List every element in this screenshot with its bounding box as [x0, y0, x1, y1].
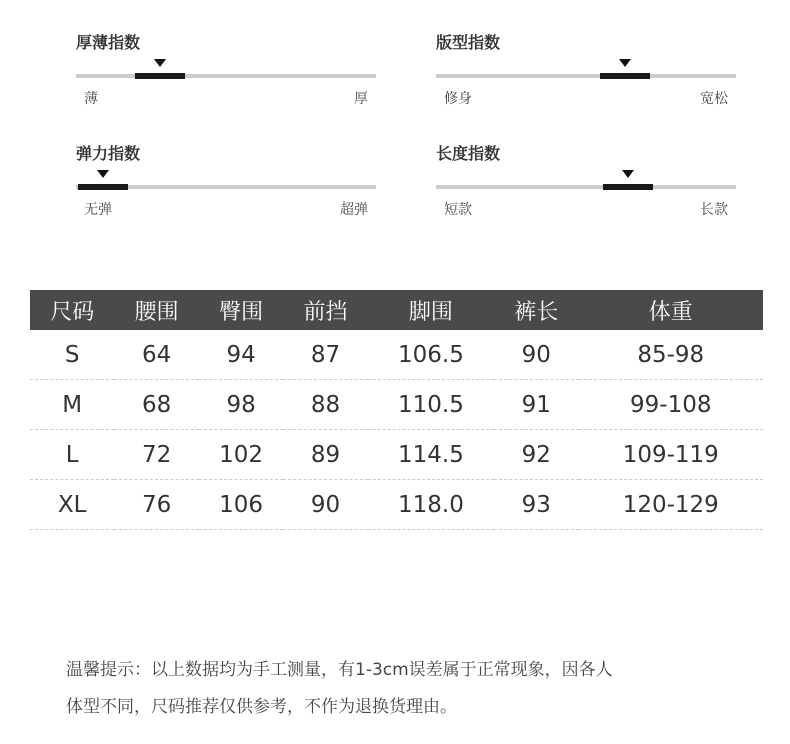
header-length: 裤长 — [494, 290, 578, 330]
table-header-row — [30, 290, 763, 330]
table-cell: 114.5 — [368, 430, 494, 480]
indicator-fill — [603, 184, 653, 190]
table-cell: 88 — [283, 380, 367, 430]
indicator-right-label: 厚 — [354, 91, 368, 107]
indicator-fill — [135, 73, 185, 79]
table-cell: 76 — [114, 480, 198, 530]
header-rise: 前挡 — [283, 290, 367, 330]
indicator-left-label: 修身 — [444, 91, 472, 107]
table-cell: 89 — [283, 430, 367, 480]
header-waist: 腰围 — [114, 290, 198, 330]
indicator-left-label: 薄 — [84, 91, 98, 107]
indicator-marker-icon — [619, 59, 631, 67]
table-cell: 109-119 — [579, 430, 763, 480]
indicator-thickness — [76, 33, 376, 143]
table-cell: 72 — [114, 430, 198, 480]
table-cell: 90 — [283, 480, 367, 530]
indicator-left-label: 短款 — [444, 202, 472, 218]
table-cell: 91 — [494, 380, 578, 430]
table-cell: 92 — [494, 430, 578, 480]
notice-line: 温馨提示：以上数据均为手工测量，有1-3cm误差属于正常现象，因各人 — [66, 660, 613, 680]
indicator-elasticity — [76, 144, 376, 254]
table-cell: 90 — [494, 330, 578, 380]
table-cell: 68 — [114, 380, 198, 430]
indicator-marker-icon — [154, 59, 166, 67]
indicator-track — [76, 74, 376, 78]
indicator-length — [436, 144, 736, 254]
table-cell: 98 — [199, 380, 283, 430]
table-cell: 93 — [494, 480, 578, 530]
indicator-track — [436, 74, 736, 78]
table-cell: 102 — [199, 430, 283, 480]
indicator-title: 弹力指数 — [76, 144, 141, 163]
indicator-marker-icon — [97, 170, 109, 178]
indicator-right-label: 长款 — [700, 202, 728, 218]
table-cell: XL — [30, 480, 114, 530]
header-hip: 臀围 — [199, 290, 283, 330]
table-cell: 110.5 — [368, 380, 494, 430]
table-cell: 94 — [199, 330, 283, 380]
indicator-title: 厚薄指数 — [76, 33, 141, 52]
indicator-left-label: 无弹 — [84, 202, 112, 218]
size-table — [30, 290, 763, 530]
indicator-right-label: 宽松 — [700, 91, 728, 107]
table-row — [30, 380, 763, 430]
size-notice — [66, 652, 756, 726]
table-cell: 99-108 — [579, 380, 763, 430]
table-cell: L — [30, 430, 114, 480]
table-cell: 106 — [199, 480, 283, 530]
table-cell: S — [30, 330, 114, 380]
indicator-fit — [436, 33, 736, 143]
indicator-right-label: 超弹 — [340, 202, 368, 218]
table-cell: 64 — [114, 330, 198, 380]
table-cell: M — [30, 380, 114, 430]
indicator-title: 版型指数 — [436, 33, 501, 52]
table-cell: 118.0 — [368, 480, 494, 530]
table-row — [30, 330, 763, 380]
table-row — [30, 480, 763, 530]
header-leg-opening: 脚围 — [368, 290, 494, 330]
notice-line: 体型不同，尺码推荐仅供参考，不作为退换货理由。 — [66, 697, 457, 717]
indicator-title: 长度指数 — [436, 144, 501, 163]
table-cell: 120-129 — [579, 480, 763, 530]
table-cell: 85-98 — [579, 330, 763, 380]
table-cell: 87 — [283, 330, 367, 380]
header-size: 尺码 — [30, 290, 114, 330]
indicator-track — [436, 185, 736, 189]
indicator-fill — [78, 184, 128, 190]
table-cell: 106.5 — [368, 330, 494, 380]
indicator-fill — [600, 73, 650, 79]
indicator-marker-icon — [622, 170, 634, 178]
table-row — [30, 430, 763, 480]
header-weight: 体重 — [579, 290, 763, 330]
